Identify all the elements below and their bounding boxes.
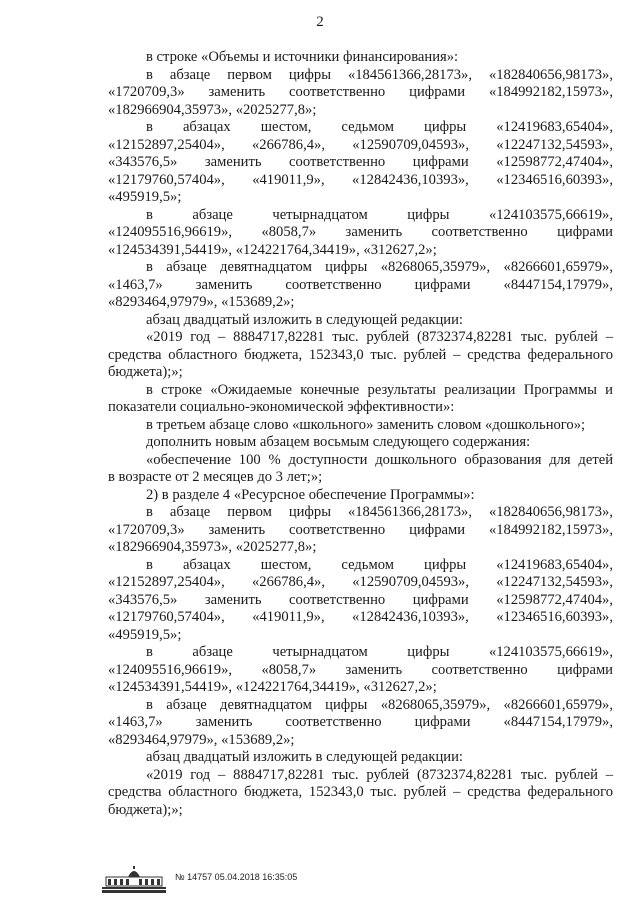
text-line: бюджета);»;: [108, 801, 183, 818]
text-line: в абзаце девятнадцатом цифры «8268065,35979», «8266601,65979»,: [146, 696, 613, 713]
text-line: «12152897,25404», «266786,4», «12590709,04593», «12247132,54593»,: [108, 574, 613, 590]
text-line: «обеспечение 100 % доступности дошкольного образования для детей: [146, 451, 613, 468]
text-line: в строке «Объемы и источники финансирования»:: [146, 49, 459, 65]
text-line: дополнить новым абзацем восьмым следующего содержания:: [146, 434, 531, 450]
text-line: в абзаце четырнадцатом цифры «124103575,66619»,: [146, 206, 613, 223]
text-line: в возрасте от 2 месяцев до 3 лет;»;: [108, 469, 323, 485]
text-line: «124534391,54419», «124221764,34419», «312627,2»;: [108, 241, 437, 258]
text-line: в абзацах шестом, седьмом цифры «12419683,65404»,: [146, 556, 613, 573]
registration-stamp: № 14757 05.04.2018 16:35:05: [175, 872, 298, 882]
text-line: «8293464,97979», «153689,2»;: [108, 294, 295, 310]
text-line: в абзаце первом цифры «184561366,28173», «182840656,98173»,: [146, 504, 613, 520]
text-line: в абзаце девятнадцатом цифры «8268065,35979», «8266601,65979»,: [146, 259, 613, 275]
text-line: «182966904,35973», «2025277,8»;: [108, 101, 317, 118]
text-line: «124095516,96619», «8058,7» заменить соответственно цифрами: [108, 224, 613, 240]
text-line: показатели социально-экономической эффективности»:: [108, 399, 455, 415]
text-line: средства областного бюджета, 152343,0 тыс. рублей – средства федерального: [108, 346, 613, 363]
text-line: «124095516,96619», «8058,7» заменить соответственно цифрами: [108, 661, 613, 678]
text-line: «1720709,3» заменить соответственно цифрами «184992182,15973»,: [108, 84, 613, 100]
text-line: в абзаце первом цифры «184561366,28173», «182840656,98173»,: [146, 66, 613, 83]
text-line: «8293464,97979», «153689,2»;: [108, 731, 295, 748]
text-line: «12152897,25404», «266786,4», «12590709,04593», «12247132,54593»,: [108, 136, 613, 153]
text-line: в третьем абзаце слово «школьного» заменить словом «дошкольного»;: [146, 416, 586, 433]
text-line: «1463,7» заменить соответственно цифрами «8447154,17979»,: [108, 276, 613, 293]
text-line: «124534391,54419», «124221764,34419», «312627,2»;: [108, 679, 437, 695]
text-line: «1720709,3» заменить соответственно цифрами «184992182,15973»,: [108, 521, 613, 538]
text-line: абзац двадцатый изложить в следующей редакции:: [146, 749, 463, 765]
text-line: 2) в разделе 4 «Ресурсное обеспечение Программы»:: [146, 486, 475, 503]
text-line: «495919,5»;: [108, 189, 182, 205]
text-line: «343576,5» заменить соответственно цифрами «12598772,47404»,: [108, 154, 613, 170]
text-line: «12179760,57404», «419011,9», «12842436,10393», «12346516,60393»,: [108, 609, 613, 625]
text-line: бюджета);»;: [108, 364, 183, 380]
text-line: абзац двадцатый изложить в следующей редакции:: [146, 311, 463, 328]
text-line: «2019 год – 8884717,82281 тыс. рублей (8732374,82281 тыс. рублей –: [146, 329, 613, 345]
text-line: в абзацах шестом, седьмом цифры «12419683,65404»,: [146, 119, 613, 135]
text-line: «2019 год – 8884717,82281 тыс. рублей (8732374,82281 тыс. рублей –: [146, 766, 613, 783]
building-logo-icon: [100, 863, 168, 893]
text-line: «343576,5» заменить соответственно цифрами «12598772,47404»,: [108, 591, 613, 608]
text-line: «182966904,35973», «2025277,8»;: [108, 539, 317, 555]
text-line: «1463,7» заменить соответственно цифрами «8447154,17979»,: [108, 714, 613, 730]
text-line: средства областного бюджета, 152343,0 тыс. рублей – средства федерального: [108, 784, 613, 800]
document-body: [108, 49, 613, 819]
text-line: «495919,5»;: [108, 626, 182, 643]
text-line: «12179760,57404», «419011,9», «12842436,10393», «12346516,60393»,: [108, 171, 613, 188]
page-number: 2: [316, 14, 324, 30]
text-line: в строке «Ожидаемые конечные результаты реализации Программы и: [146, 381, 613, 398]
text-line: в абзаце четырнадцатом цифры «124103575,66619»,: [146, 644, 613, 660]
